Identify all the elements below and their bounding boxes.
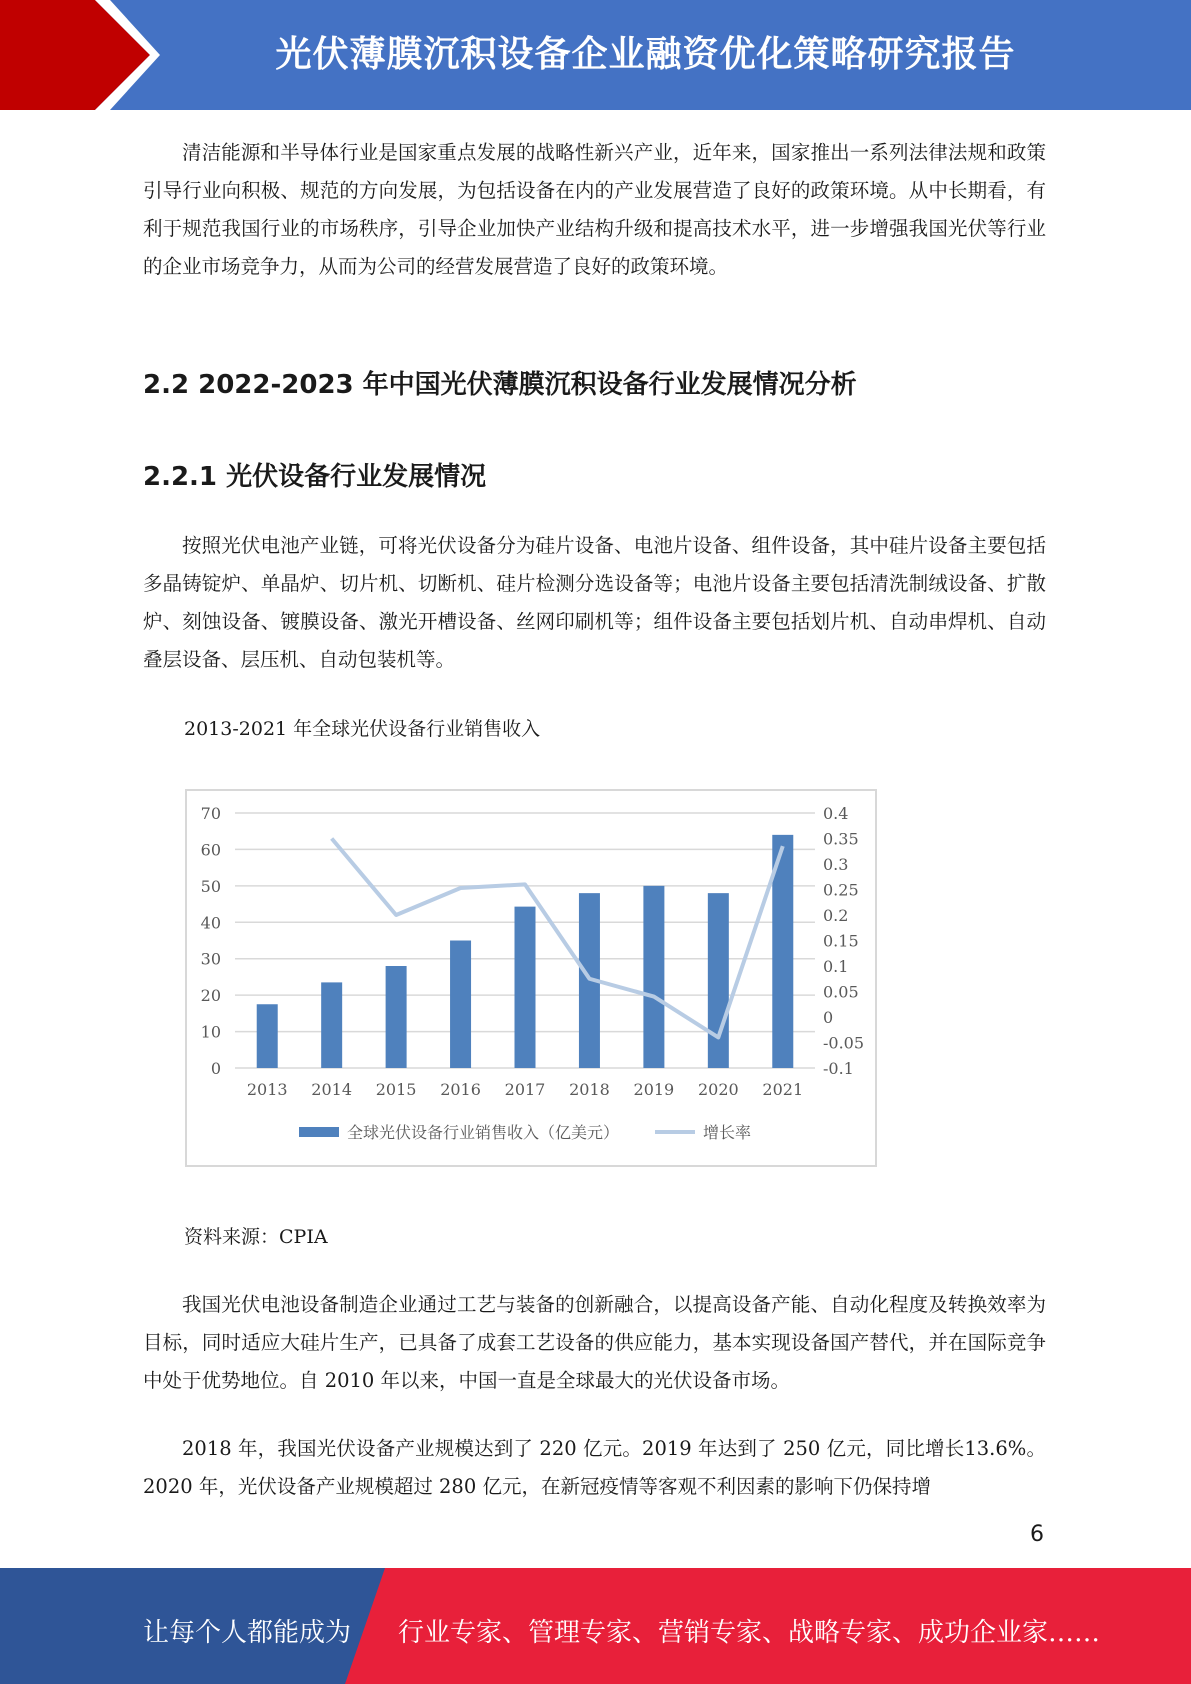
x-tick-label: 2015 [375,1080,417,1099]
y-left-tick-label: 70 [200,804,221,823]
report-title: 光伏薄膜沉积设备企业融资优化策略研究报告 [275,34,1016,75]
bar [643,886,664,1068]
figure-source: 资料来源：CPIA [184,1226,328,1248]
bar [386,966,407,1068]
y-right-tick-label: 0.35 [823,829,859,849]
x-tick-label: 2018 [569,1080,610,1099]
y-left-tick-label: 0 [210,1059,221,1078]
y-left-tick-label: 50 [200,876,221,896]
y-right-tick-label: 0.05 [823,982,859,1002]
header-banner [0,0,1191,110]
footer-banner [0,1568,1191,1684]
body-paragraph: 清洁能源和半导体行业是国家重点发展的战略性新兴产业，近年来，国家推出一系列法律法规和政策引导行业向积极、规范的方向发展，为包括设备在内的产业发展营造了良好的政策环境。从中长期看，有利于规范我国行业的市场秩序，引导企业加快产业结构升级和提高技术水平，进一步增强我国光伏等行业的企业市场竞争力，从而为公司的经营发展营造了良好的政策环境。 [143,141,1046,278]
body-paragraph: 我国光伏电池设备制造企业通过工艺与装备的创新融合，以提高设备产能、自动化程度及转换效率为目标，同时适应大硅片生产，已具备了成套工艺设备的供应能力，基本实现设备国产替代，并在国际竞争中处于优势地位。自 2010 年以来，中国一直是全球最大的光伏设备市场。 [143,1293,1046,1392]
page-number: 6 [1030,1522,1044,1547]
figure-caption: 2013-2021 年全球光伏设备行业销售收入 [184,718,541,740]
bar [450,941,471,1069]
bar [257,1004,278,1068]
chart-svg [187,791,875,1165]
y-right-tick-label: 0.1 [823,957,849,976]
y-right-tick-label: 0 [823,1008,834,1027]
x-tick-label: 2014 [311,1080,353,1099]
y-right-tick-label: 0.15 [823,931,859,951]
y-right-tick-label: 0.2 [823,906,849,925]
legend-bar-label: 全球光伏设备行业销售收入（亿美元） [347,1123,620,1142]
sales-chart [185,789,877,1167]
x-tick-label: 2019 [633,1080,675,1099]
bar [321,982,342,1068]
y-right-tick-label: 0.25 [823,880,859,900]
x-tick-label: 2013 [246,1080,288,1099]
footer-slogan-right: 行业专家、管理专家、营销专家、战略专家、成功企业家…… [398,1618,1101,1648]
header-red-chevron [0,0,160,110]
subsection-heading: 2.2.1 光伏设备行业发展情况 [143,462,487,492]
y-left-tick-label: 60 [200,840,221,860]
body-paragraph: 按照光伏电池产业链，可将光伏设备分为硅片设备、电池片设备、组件设备，其中硅片设备主要包括多晶铸锭炉、单晶炉、切片机、切断机、硅片检测分选设备等；电池片设备主要包括清洗制绒设备、扩散炉、刻蚀设备、镀膜设备、激光开槽设备、丝网印刷机等；组件设备主要包括划片机、自动串焊机、自动叠层设备、层压机、自动包装机等。 [143,534,1046,671]
x-tick-label: 2016 [440,1080,481,1099]
footer-slogan-left: 让每个人都能成为 [143,1618,352,1648]
bar [515,907,536,1068]
legend-line-label: 增长率 [703,1123,752,1142]
x-tick-label: 2020 [697,1080,739,1099]
section-heading: 2.2 2022-2023 年中国光伏薄膜沉积设备行业发展情况分析 [143,370,857,400]
bar [708,893,729,1068]
body-paragraph: 2018 年，我国光伏设备产业规模达到了 220 亿元。2019 年达到了 250 亿元，同比增长13.6%。2020 年，光伏设备产业规模超过 280 亿元，在新冠疫情等客观不利因素的影响下仍保持增 [143,1437,1046,1498]
x-tick-label: 2021 [762,1080,804,1099]
y-left-tick-label: 30 [200,949,221,969]
x-tick-label: 2017 [504,1080,546,1099]
y-left-tick-label: 40 [200,913,221,933]
y-right-tick-label: -0.1 [823,1059,854,1078]
y-right-tick-label: -0.05 [823,1033,865,1053]
y-right-tick-label: 0.4 [823,804,849,823]
y-left-tick-label: 10 [200,1022,221,1042]
y-left-tick-label: 20 [200,986,221,1006]
y-right-tick-label: 0.3 [823,855,849,874]
legend-bar-swatch [299,1127,339,1137]
